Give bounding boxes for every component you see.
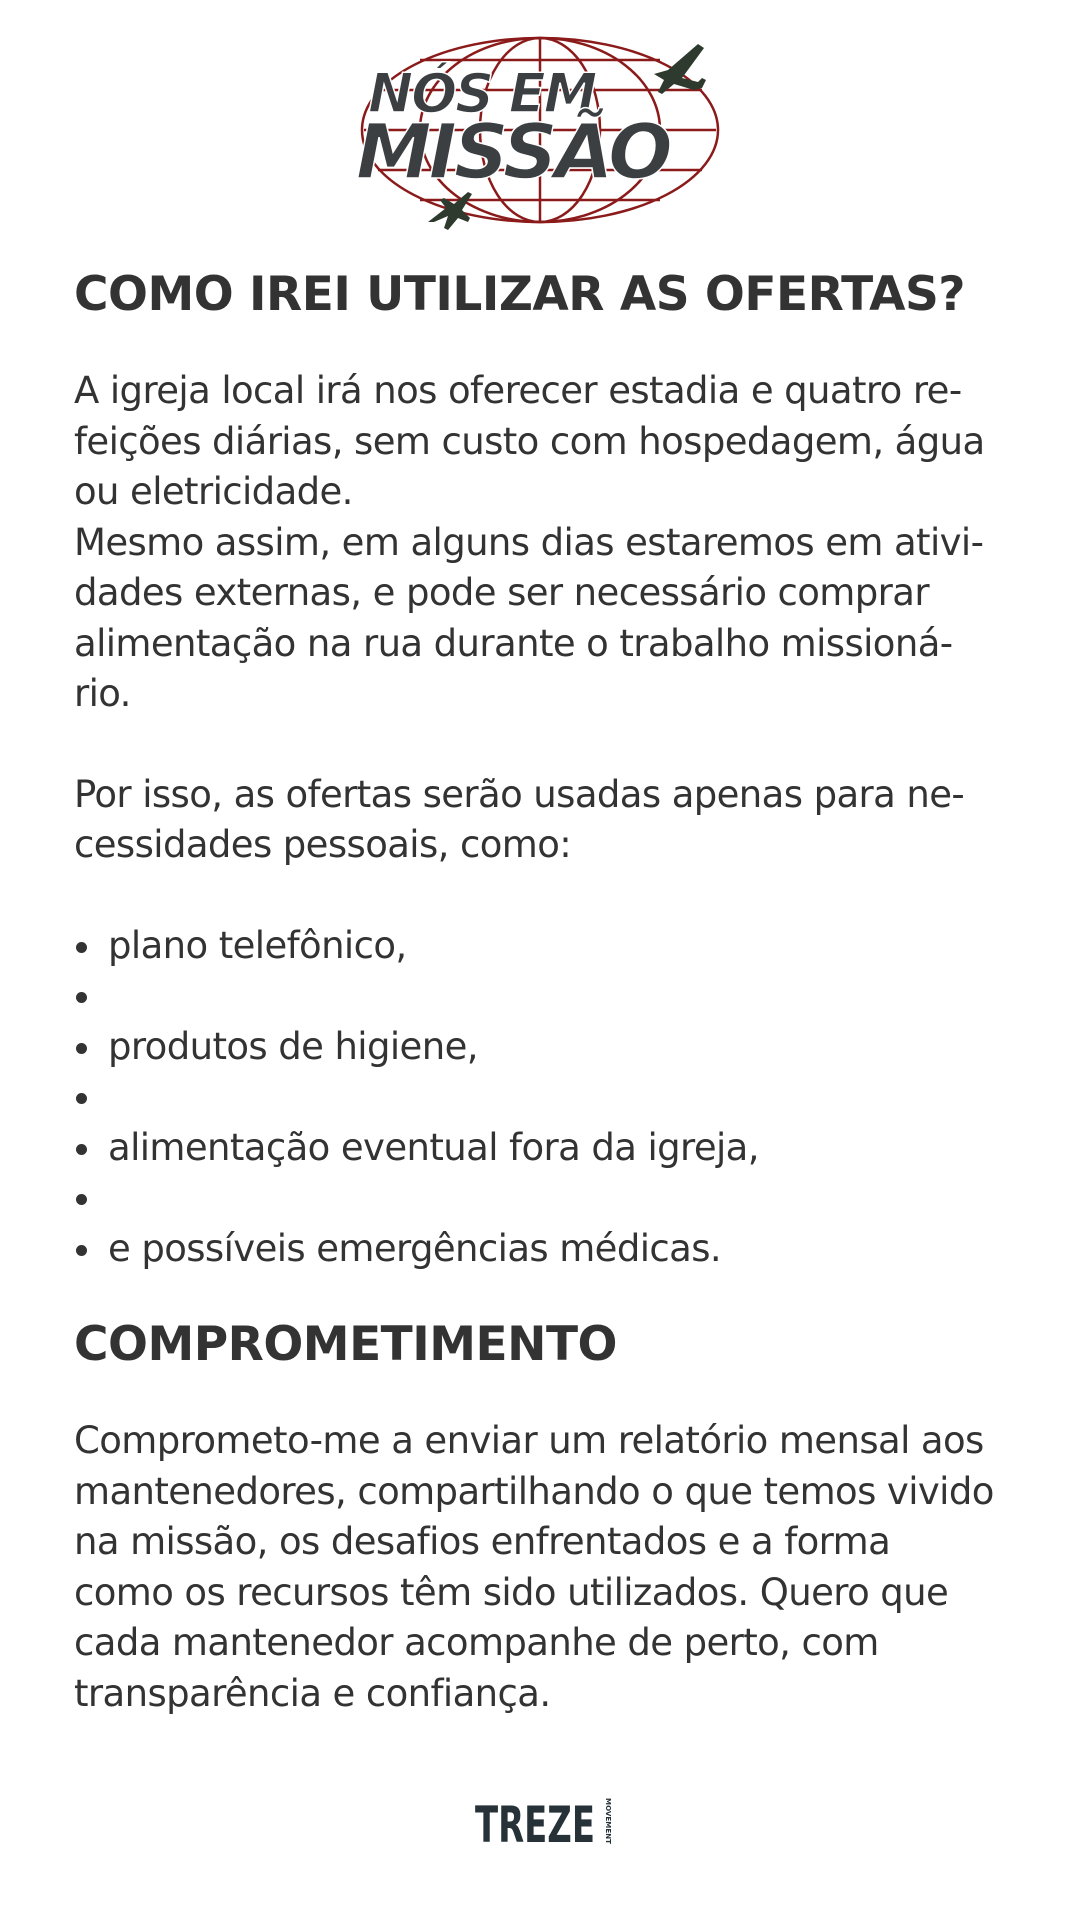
list-item-text: plano telefônico, <box>108 923 407 967</box>
bullet-icon <box>76 992 87 1003</box>
list-item <box>74 1072 1024 1123</box>
paragraph-line: cada mantenedor acompanhe de perto, com <box>74 1621 879 1664</box>
paragraph-line: na missão, os desafios enfrentados e a forma <box>74 1520 891 1563</box>
paragraph-line: feições diárias, sem custo com hospedagem, água <box>74 419 985 463</box>
footer-brand: TREZE <box>475 1796 595 1852</box>
treze-movement-logo <box>475 1792 615 1852</box>
list-item <box>74 921 1024 972</box>
list-item-text: produtos de higiene, <box>108 1024 478 1068</box>
bullet-icon <box>76 1093 87 1104</box>
bullet-icon <box>76 1043 87 1054</box>
section-title-ofertas: COMO IREI UTILIZAR AS OFERTAS? <box>74 267 966 322</box>
paragraph-line: Por isso, as ofertas serão usadas apenas para ne- <box>74 772 965 816</box>
paragraph-line: A igreja local irá nos oferecer estadia e quatro re- <box>74 369 962 412</box>
paragraph-comprometimento <box>74 1416 1024 1719</box>
logo-line1: NÓS EM <box>368 62 596 125</box>
paragraph-line: dades externas, e pode ser necessário comprar <box>74 571 929 614</box>
list-item <box>74 1123 1024 1174</box>
bullet-icon <box>76 1245 87 1256</box>
section-title-comprometimento: COMPROMETIMENTO <box>74 1317 617 1372</box>
main-content <box>74 260 1024 1719</box>
paragraph-line: rio. <box>74 672 131 715</box>
paragraph-line: Comprometo-me a enviar um relatório mensal aos <box>74 1419 984 1462</box>
paragraph-line: como os recursos têm sido utilizados. Quero que <box>74 1570 949 1614</box>
bullet-icon <box>76 942 87 953</box>
list-item-text: e possíveis emergências médicas. <box>108 1226 722 1270</box>
list-item <box>74 1022 1024 1073</box>
list-item <box>74 1173 1024 1224</box>
paragraph-ofertas-intro <box>74 366 1024 720</box>
paragraph-line: ou eletricidade. <box>74 470 353 513</box>
airplane-icon <box>654 44 706 94</box>
list-item <box>74 1224 1024 1275</box>
paragraph-line: transparência e confiança. <box>74 1671 551 1715</box>
list-item-text: alimentação eventual fora da igreja, <box>108 1125 759 1169</box>
list-item <box>74 971 1024 1022</box>
bullet-icon <box>76 1194 87 1205</box>
paragraph-line: alimentação na rua durante o trabalho missioná- <box>74 621 953 665</box>
paragraph-ofertas-uso <box>74 770 1024 871</box>
paragraph-line: cessidades pessoais, como: <box>74 823 572 866</box>
nos-em-missao-logo <box>350 30 730 245</box>
airplane-icon-small <box>428 192 472 230</box>
needs-list <box>74 921 1024 1275</box>
paragraph-line: mantenedores, compartilhando o que temos vivido <box>74 1469 994 1513</box>
logo-line2: MISSÃO <box>356 107 670 196</box>
bullet-icon <box>76 1144 87 1155</box>
paragraph-line: Mesmo assim, em alguns dias estaremos em ativi- <box>74 520 984 564</box>
footer-brand-sub: MOVEMENT <box>604 1798 612 1844</box>
